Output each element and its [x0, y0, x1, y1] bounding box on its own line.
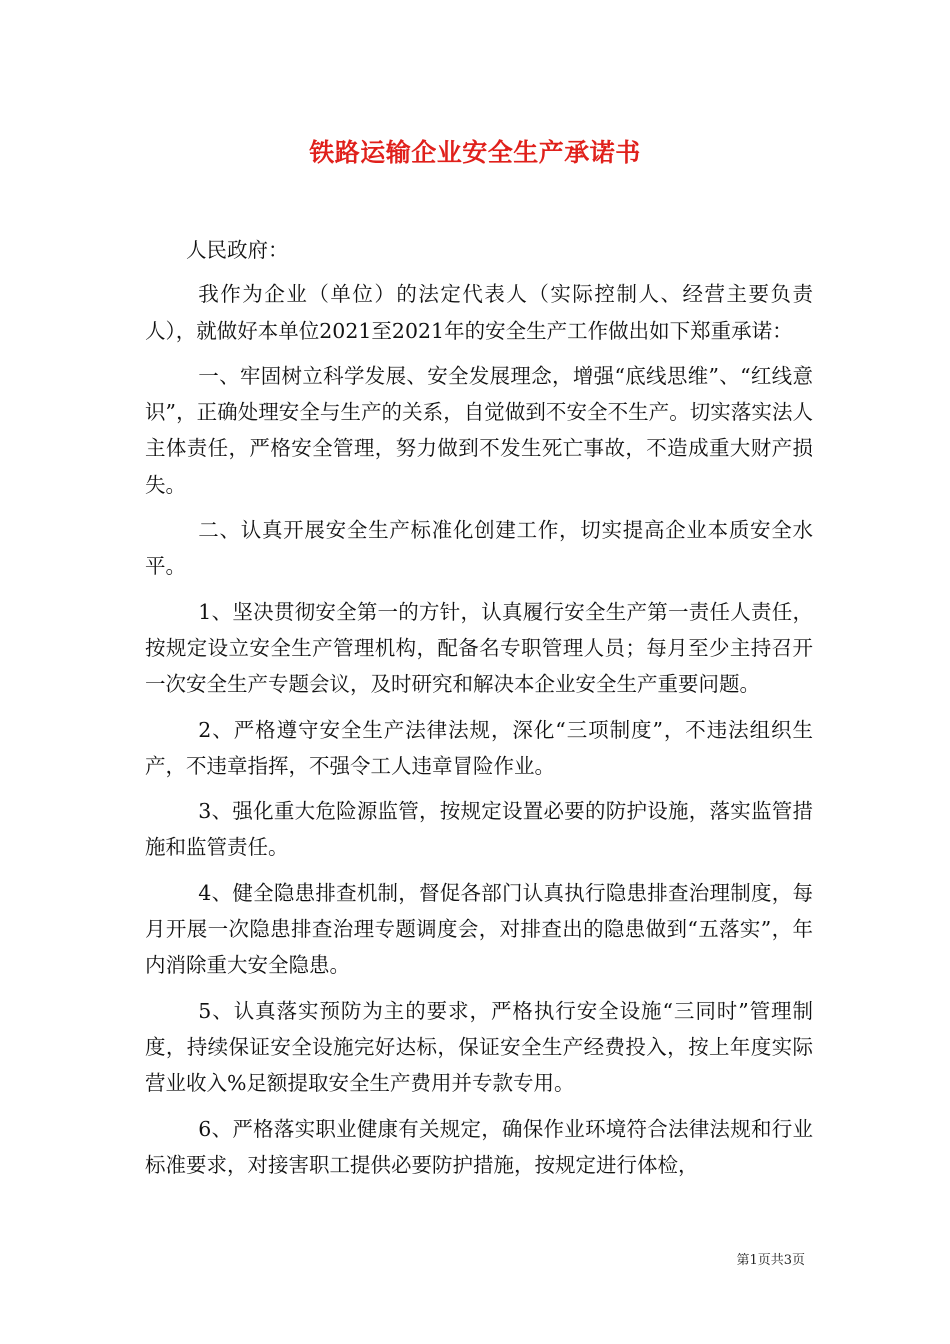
paragraph-intro: 我作为企业（单位）的法定代表人（实际控制人、经营主要负责人），就做好本单位2021至2021年的安全生产工作做出如下郑重承诺：	[145, 282, 813, 343]
salutation: 人民政府：	[186, 238, 289, 262]
paragraph-subitem-3: 3、强化重大危险源监管，按规定设置必要的防护设施，落实监管措施和监管责任。	[145, 799, 813, 860]
document-body	[145, 232, 813, 1192]
paragraph-subitem-5: 5、认真落实预防为主的要求，严格执行安全设施“三同时”管理制度，持续保证安全设施完好达标，保证安全生产经费投入，按上年度实际营业收入%足额提取安全生产费用并专款专用。	[145, 998, 813, 1096]
document-title: 铁路运输企业安全生产承诺书	[309, 138, 641, 167]
paragraph-subitem-6: 6、严格落实职业健康有关规定，确保作业环境符合法律法规和行业标准要求，对接害职工提供必要防护措施，按规定进行体检，	[145, 1116, 813, 1177]
paragraph-item-2: 二、认真开展安全生产标准化创建工作，切实提高企业本质安全水平。	[145, 518, 813, 579]
paragraph-item-1: 一、牢固树立科学发展、安全发展理念，增强“底线思维”、“红线意识”，正确处理安全与生产的关系，自觉做到不安全不生产。切实落实法人主体责任，严格安全管理，努力做到不发生死亡事故，不造成重大财产损失。	[145, 363, 813, 497]
paragraph-subitem-2: 2、严格遵守安全生产法律法规，深化“三项制度”，不违法组织生产，不违章指挥，不强令工人违章冒险作业。	[145, 717, 813, 778]
paragraph-subitem-1: 1、坚决贯彻安全第一的方针，认真履行安全生产第一责任人责任，按规定设立安全生产管理机构，配备名专职管理人员；每月至少主持召开一次安全生产专题会议，及时研究和解决本企业安全生产重要问题。	[145, 599, 813, 697]
paragraph-subitem-4: 4、健全隐患排查机制，督促各部门认真执行隐患排查治理制度，每月开展一次隐患排查治理专题调度会，对排查出的隐患做到“五落实”，年内消除重大安全隐患。	[145, 880, 813, 978]
page-number: 第1页共3页	[736, 1253, 805, 1268]
